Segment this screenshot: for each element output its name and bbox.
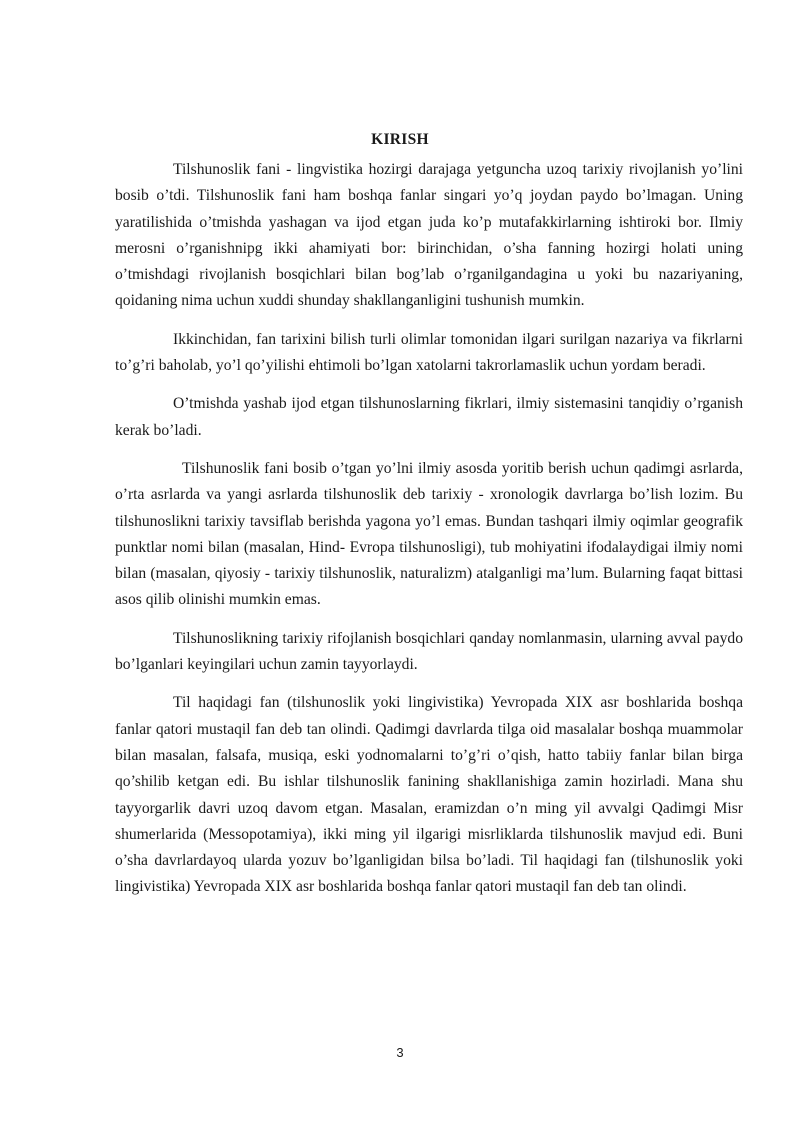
paragraph-6: Til haqidagi fan (tilshunoslik yoki lingivistika) Yevropada XIX asr boshlarida boshqa fanlar qatori mustaqil fan deb tan olindi. Qadimgi davrlarda tilga oid masalalar boshqa muammolar bilan masalan, falsafa, musiqa, eski yodnomalarni to’g’ri o’qish, hatto tabiiy fanlar bilan birga qo’shilib ketgan edi. Bu ishlar tilshunoslik fanining shakllanishiga zamin hozirladi. Mana shu tayyorgarlik davri uzoq davom etgan. Masalan, eramizdan o’n ming yil avvalgi Qadimgi Misr shumerlarida (Messopotamiya), ikki ming yil ilgarigi misrliklarda tilshunoslik mavjud edi. Buni o’sha davrlardayoq ularda yozuv bo’lganligidan bilsa bo’ladi. Til haqidagi fan (tilshunoslik yoki lingivistika) Yevropada XIX asr boshlarida boshqa fanlar qatori mustaqil fan deb tan olindi. xyxy=(115,694,743,896)
paragraph-3: O’tmishda yashab ijod etgan tilshunoslarning fikrlari, ilmiy sistemasini tanqidiy o’rganish kerak bo’ladi. xyxy=(115,395,743,439)
page-title: KIRISH xyxy=(371,131,429,148)
paragraph-1: Tilshunoslik fani - lingvistika hozirgi darajaga yetguncha uzoq tarixiy rivojlanish yo’lini bosib o’tdi. Tilshunoslik fani ham boshqa fanlar singari yo’q joydan paydo bo’lmagan. Uning yaratilishida o’tmishda yashagan va ijod etgan juda ko’p mutafakkirlarning ishtiroki bor. Ilmiy merosni o’rganishnipg ikki ahamiyati bor: birinchidan, o’sha fanning hozirgi holati uning o’tmishdagi rivojlanish bosqichlari bilan bog’lab o’rganilgandagina u yoki bu nazariyaning, qoidaning nima uchun xuddi shunday shakllanganligini tushunish mumkin. xyxy=(115,161,743,310)
paragraph-5: Tilshunoslikning tarixiy rifojlanish bosqichlari qanday nomlanmasin, ularning avval paydo bo’lganlari keyingilari uchun zamin tayyorlaydi. xyxy=(115,629,743,674)
page-number: 3 xyxy=(396,1045,404,1060)
body-text xyxy=(115,157,743,901)
paragraph-2: Ikkinchidan, fan tarixini bilish turli olimlar tomonidan ilgari surilgan nazariya va fikrlarni to’g’ri baholab, yo’l qo’yilishi ehtimoli bo’lgan xatolarni takrorlamaslik uchun yordam beradi. xyxy=(115,330,743,375)
paragraph-4: Tilshunoslik fani bosib o’tgan yo’lni ilmiy asosda yoritib berish uchun qadimgi asrlarda, o’rta asrlarda va yangi asrlarda tilshunoslik deb tarixiy - xronologik davrlarga bo’lish lozim. Bu tilshunoslikni tarixiy tavsiflab berishda yagona yo’l emas. Bundan tashqari ilmiy oqimlar geografik punktlar nomi bilan (masalan, Hind- Evropa tilshunosligi), tub mohiyatini ifodalaydigai ilmiy nomi bilan (masalan, qiyosiy - tarixiy tilshunoslik, naturalizm) atalganligi ma’lum. Bularning faqat bittasi asos qilib olinishi mumkin emas. xyxy=(115,459,743,609)
